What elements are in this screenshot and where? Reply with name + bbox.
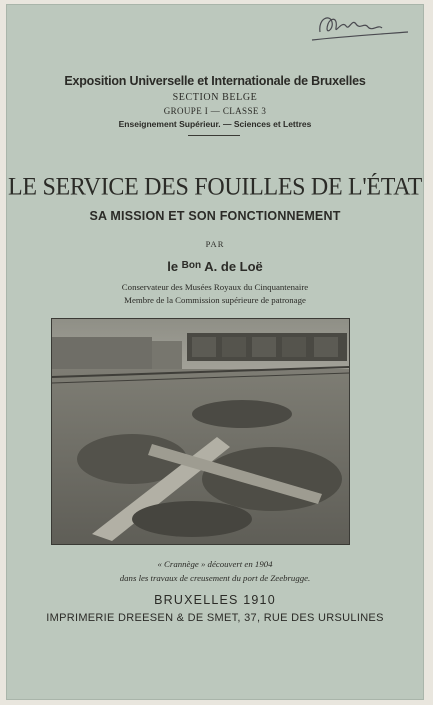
author-prefix: le bbox=[167, 259, 179, 274]
book-subtitle: SA MISSION ET SON FONCTIONNEMENT bbox=[89, 209, 341, 223]
author-surname: A. de Loë bbox=[204, 259, 263, 274]
book-cover bbox=[6, 4, 424, 700]
author-position-1: Conservateur des Musées Royaux du Cinquantenaire bbox=[121, 282, 309, 292]
photo-caption-line2: dans les travaux de creusement du port de Zeebrugge. bbox=[119, 573, 311, 583]
excavation-photo bbox=[51, 318, 350, 545]
exposition-heading: Exposition Universelle et Internationale de Bruxelles bbox=[64, 74, 366, 88]
photo-caption-line1: « Crannège » découvert en 1904 bbox=[157, 559, 273, 569]
excavation-photo-image bbox=[52, 319, 349, 544]
par-label: PAR bbox=[205, 239, 225, 249]
divider bbox=[188, 135, 240, 136]
author-name bbox=[6, 259, 424, 274]
printer-imprint: IMPRIMERIE DREESEN & DE SMET, 37, RUE DES URSULINES bbox=[46, 612, 384, 624]
enseignement-label: Enseignement Supérieur. — Sciences et Lettres bbox=[118, 119, 312, 129]
section-label: SECTION BELGE bbox=[172, 92, 258, 103]
groupe-label: GROUPE I — CLASSE 3 bbox=[163, 106, 267, 116]
publication-city-year: BRUXELLES 1910 bbox=[154, 593, 276, 607]
author-position-2: Membre de la Commission supérieure de patronage bbox=[124, 295, 306, 305]
author-title: Bon bbox=[181, 260, 202, 271]
handwritten-signature bbox=[308, 10, 414, 46]
book-title: LE SERVICE DES FOUILLES DE L'ÉTAT bbox=[8, 173, 422, 201]
